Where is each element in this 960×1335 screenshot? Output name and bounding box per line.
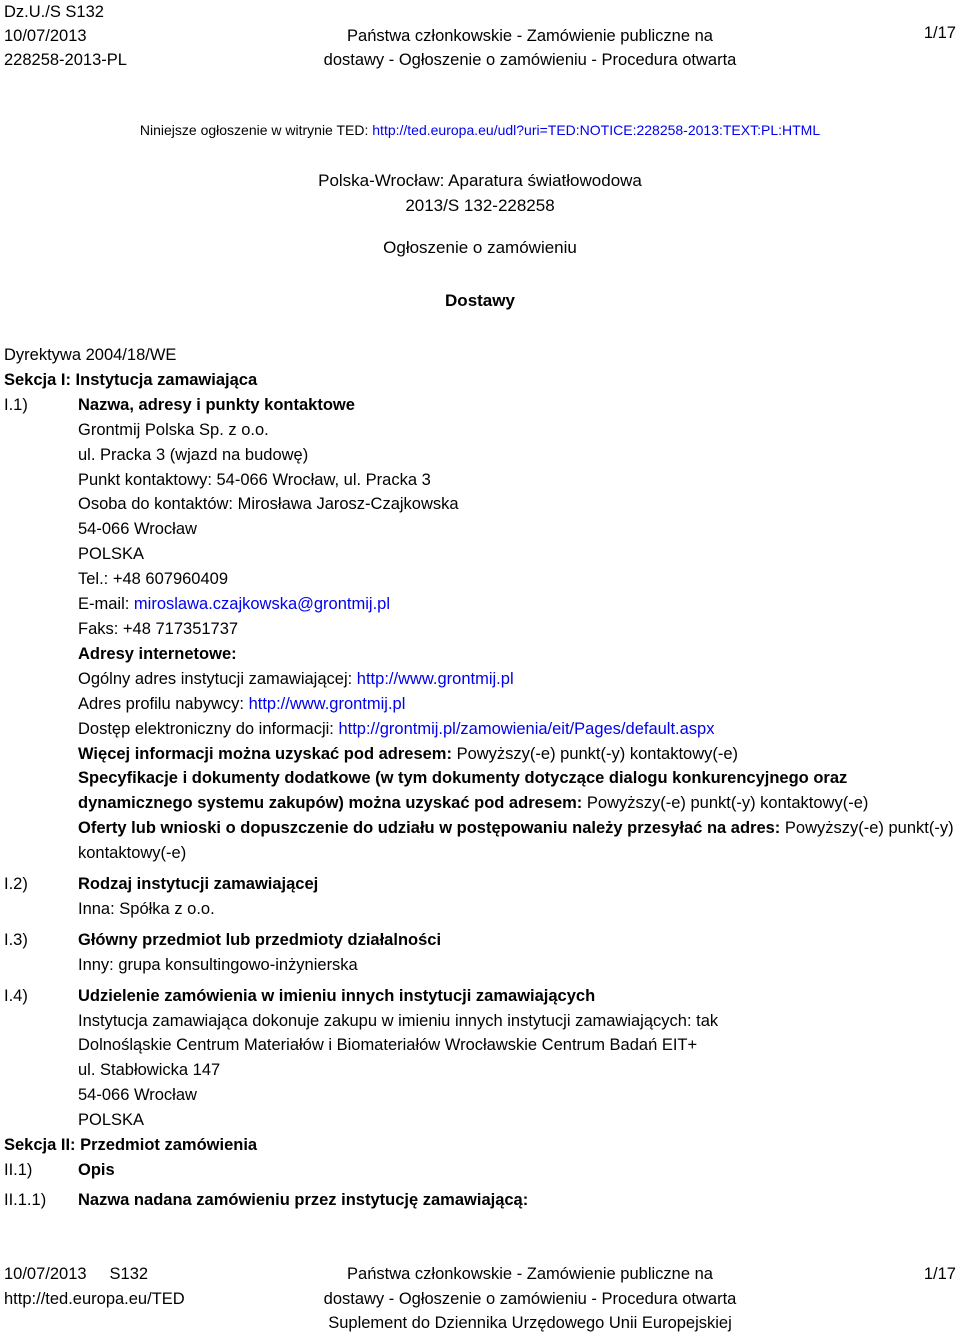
footer-url: http://ted.europa.eu/TED: [4, 1289, 185, 1308]
item-ii11: [4, 1188, 956, 1213]
specifications-label: Specyfikacje i dokumenty dodatkowe (w tym dokumenty dotyczące dialogu konkurencyjnego oraz dynamicznego systemu zakupów) można uzyskać pod adresem:: [78, 769, 848, 813]
footer-line1: Państwa członkowskie - Zamówienie publiczne na: [347, 1265, 713, 1283]
e-access-label: Dostęp elektroniczny do informacji:: [78, 719, 339, 738]
ted-notice: [0, 122, 960, 138]
header-line1: Państwa członkowskie - Zamówienie publiczne na: [347, 27, 713, 45]
e-access-row: [78, 717, 956, 742]
email-label: E-mail:: [78, 595, 134, 614]
footer-date: 10/07/2013: [4, 1265, 87, 1283]
country: POLSKA: [78, 545, 145, 564]
more-info-row: [78, 742, 956, 767]
item-i4: [4, 984, 956, 1009]
item-number: I.3): [4, 930, 28, 949]
contact-block: [78, 418, 956, 866]
more-info-label: Więcej informacji można uzyskać pod adresem:: [78, 744, 457, 763]
offers-value: Powyższy(-e) punkt(-y) kontaktowy(-e): [78, 819, 954, 863]
offers-label: Oferty lub wnioski o dopuszczenie do udziału w postępowaniu należy przesyłać na adres:: [78, 819, 785, 838]
footer-issue: S132: [109, 1265, 149, 1283]
telephone: Tel.: +48 607960409: [78, 570, 229, 589]
item-heading: Udzielenie zamówienia w imieniu innych instytucji zamawiających: [78, 986, 596, 1005]
email-row: [78, 592, 956, 617]
general-address-link[interactable]: http://www.grontmij.pl: [356, 669, 514, 688]
footer-page: 1/17: [923, 1265, 956, 1283]
item-number: I.2): [4, 875, 28, 894]
buyer-profile-label: Adres profilu nabywcy:: [78, 694, 249, 713]
item-i2: [4, 872, 956, 897]
notice-category: Dostawy: [445, 291, 515, 310]
email-link[interactable]: miroslawa.czajkowska@grontmij.pl: [133, 595, 390, 614]
header-ref: 228258-2013-PL: [4, 51, 127, 69]
section-2-title: Sekcja II: Przedmiot zamówienia: [4, 1136, 258, 1155]
fax: Faks: +48 717351737: [78, 619, 239, 638]
other-authority-city: 54-066 Wrocław: [78, 1086, 197, 1105]
item-value: Inny: grupa konsultingowo-inżynierska: [78, 955, 358, 974]
item-heading: Opis: [78, 1161, 115, 1179]
item-ii1: [4, 1158, 956, 1183]
buyer-profile-row: [78, 692, 956, 717]
footer-line2: dostawy - Ogłoszenie o zamówieniu - Procedura otwarta: [323, 1289, 737, 1308]
notice-type: Ogłoszenie o zamówieniu: [383, 238, 577, 257]
notice-title: [0, 168, 960, 218]
header-center: [50, 24, 960, 72]
contact-point: Punkt kontaktowy: 54-066 Wrocław, ul. Pracka 3: [78, 470, 431, 489]
title-line2: 2013/S 132-228258: [405, 196, 555, 215]
contact-person: Osoba do kontaktów: Mirosława Jarosz-Czajkowska: [78, 495, 459, 514]
header-date: 10/07/2013: [4, 27, 87, 45]
item-number: II.1.1): [4, 1190, 47, 1209]
general-address-row: [78, 667, 956, 692]
item-i1: [4, 393, 956, 418]
page-header: [0, 0, 960, 70]
section-1-title: Sekcja I: Instytucja zamawiająca: [4, 370, 258, 389]
notice-prefix: Niniejsze ogłoszenie w witrynie TED:: [139, 122, 373, 138]
buyer-profile-link[interactable]: http://www.grontmij.pl: [248, 694, 406, 713]
item-number: II.1): [4, 1161, 33, 1179]
internet-heading: Adresy internetowe:: [78, 644, 237, 663]
item-number: I.1): [4, 395, 28, 414]
header-journal: Dz.U./S S132: [4, 3, 104, 21]
item-heading: Rodzaj instytucji zamawiającej: [78, 875, 319, 894]
specifications-value: Powyższy(-e) punkt(-y) kontaktowy(-e): [586, 794, 869, 813]
document-body: [4, 343, 956, 1213]
item-number: I.4): [4, 986, 28, 1005]
footer-center: [50, 1262, 960, 1311]
street: ul. Pracka 3 (wjazd na budowę): [78, 445, 309, 464]
title-line1: Polska-Wrocław: Aparatura światłowodowa: [318, 171, 642, 190]
item-heading: Główny przedmiot lub przedmioty działalności: [78, 930, 442, 949]
general-address-label: Ogólny adres instytucji zamawiającej:: [78, 669, 357, 688]
other-authority-street: ul. Stabłowicka 147: [78, 1061, 221, 1080]
item-heading: Nazwa nadana zamówieniu przez instytucję zamawiającą:: [78, 1190, 529, 1209]
e-access-link[interactable]: http://grontmij.pl/zamowienia/eit/Pages/default.aspx: [338, 719, 715, 738]
item-value: Inna: Spółka z o.o.: [78, 899, 215, 918]
other-authority-country: POLSKA: [78, 1111, 145, 1130]
specifications-row: [78, 766, 956, 816]
item-i3: [4, 928, 956, 953]
page-footer: [0, 1262, 960, 1334]
org-name: Grontmij Polska Sp. z o.o.: [78, 420, 269, 439]
footer-supplement: Suplement do Dziennika Urzędowego Unii Europejskiej: [328, 1314, 732, 1332]
purchase-on-behalf: Instytucja zamawiająca dokonuje zakupu w imieniu innych instytucji zamawiających: tak: [78, 1011, 719, 1030]
header-line2: dostawy - Ogłoszenie o zamówieniu - Procedura otwarta: [323, 51, 737, 69]
header-page: 1/17: [923, 24, 956, 42]
directive: Dyrektywa 2004/18/WE: [4, 346, 177, 364]
other-authority-block: [78, 1009, 956, 1134]
offers-row: [78, 816, 956, 866]
notice-link[interactable]: http://ted.europa.eu/udl?uri=TED:NOTICE:228258-2013:TEXT:PL:HTML: [372, 122, 821, 138]
more-info-value: Powyższy(-e) punkt(-y) kontaktowy(-e): [456, 744, 739, 763]
city: 54-066 Wrocław: [78, 520, 197, 539]
item-heading: Nazwa, adresy i punkty kontaktowe: [78, 395, 355, 414]
other-authority-name: Dolnośląskie Centrum Materiałów i Biomateriałów Wrocławskie Centrum Badań EIT+: [78, 1036, 698, 1055]
